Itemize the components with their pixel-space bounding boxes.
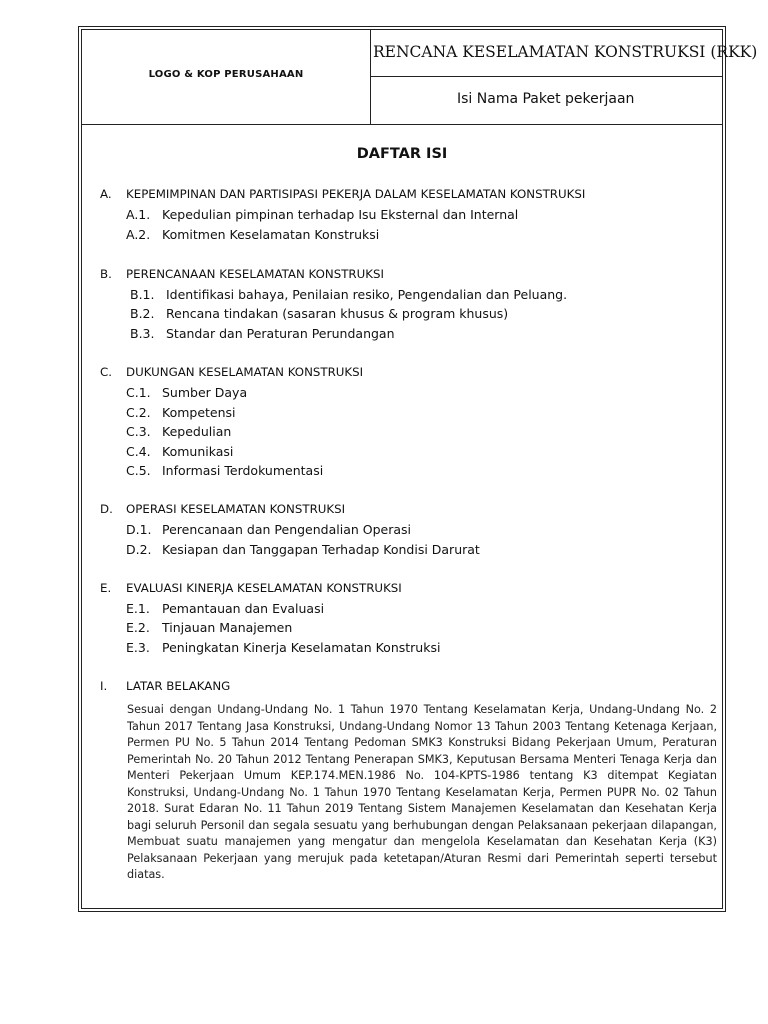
toc-item-c4 [126,444,233,459]
item-text: Kesiapan dan Tanggapan Terhadap Kondisi Darurat [162,542,480,557]
background-heading [100,679,230,693]
item-number: D.2. [126,542,152,557]
toc-item-c1 [126,385,247,400]
item-text: Komitmen Keselamatan Konstruksi [162,227,380,242]
section-title: DUKUNGAN KESELAMATAN KONSTRUKSI [126,365,364,379]
item-number: B.3. [130,326,155,341]
section-title: LATAR BELAKANG [126,679,231,693]
section-title: KEPEMIMPINAN DAN PARTISIPASI PEKERJA DALAM KESELAMATAN KONSTRUKSI [126,187,586,201]
item-number: C.3. [126,424,151,439]
section-letter: B. [100,267,112,281]
item-text: Kepedulian pimpinan terhadap Isu Eksternal dan Internal [162,207,519,222]
document-title-cell [371,30,758,77]
toc-section-c [100,365,363,379]
item-number: A.2. [126,227,151,242]
item-number: C.1. [126,385,151,400]
item-number: E.1. [126,601,150,616]
project-name: Isi Nama Paket pekerjaan [457,91,635,107]
item-text: Sumber Daya [162,385,248,400]
logo-placeholder-text: LOGO & KOP PERUSAHAAN [148,69,304,80]
toc-title: DAFTAR ISI [356,146,448,162]
toc-item-a1 [126,207,518,222]
section-title: PERENCANAAN KESELAMATAN KONSTRUKSI [126,267,384,281]
toc-item-b2 [130,306,508,321]
item-number: A.1. [126,207,151,222]
item-text: Kepedulian [162,424,232,439]
item-number: E.2. [126,620,150,635]
section-title: OPERASI KESELAMATAN KONSTRUKSI [126,502,346,516]
toc-item-e1 [126,601,324,616]
section-letter: D. [100,502,113,516]
item-text: Komunikasi [162,444,234,459]
toc-item-b1 [130,287,567,302]
item-text: Informasi Terdokumentasi [162,463,324,478]
toc-item-d2 [126,542,480,557]
toc-section-a [100,187,585,201]
section-letter: E. [100,581,112,595]
toc-item-d1 [126,522,411,537]
item-text: Peningkatan Kinerja Keselamatan Konstruksi [162,640,441,655]
toc-item-c3 [126,424,231,439]
toc-section-d [100,502,345,516]
project-name-cell [371,77,722,124]
toc-item-e2 [126,620,292,635]
toc-item-e3 [126,640,440,655]
item-number: B.1. [130,287,155,302]
document-header [82,30,758,125]
item-text: Perencanaan dan Pengendalian Operasi [162,522,412,537]
section-letter: I. [100,679,108,693]
section-letter: A. [100,187,112,201]
item-number: E.3. [126,640,150,655]
item-text: Kompetensi [162,405,236,420]
item-number: B.2. [130,306,155,321]
section-title: EVALUASI KINERJA KESELAMATAN KONSTRUKSI [126,581,402,595]
toc-section-e [100,581,402,595]
document-frame [78,26,758,912]
item-text: Pemantauan dan Evaluasi [162,601,325,616]
section-letter: C. [100,365,112,379]
toc-item-c2 [126,405,236,420]
item-text: Identifikasi bahaya, Penilaian resiko, Pengendalian dan Peluang. [166,287,568,302]
logo-cell [82,30,371,124]
item-text: Rencana tindakan (sasaran khusus & program khusus) [166,306,509,321]
item-number: D.1. [126,522,152,537]
background-paragraph: Sesuai dengan Undang-Undang No. 1 Tahun 1970 Tentang Keselamatan Kerja, Undang-Undang No. 2 Tahun 2017 Tentang Jasa Konstruksi, Undang-Undang Nomor 13 Tahun 2003 Tentang Ketenaga Kerjaan, Permen PU No. 5 Tahun 2014 Tentang Pedoman SMK3 Konstruksi Bidang Pekerjaan Umum, Peraturan Pemerintah No. 20 Tahun 2012 Tentang Penerapan SMK3, Keputusan Bersama Menteri Tenaga Kerja dan Menteri Pekerjaan Umum KEP.174.MEN.1986 No. 104-KPTS-1986 tentang K3 ditempat Kegiatan Konstruksi, Undang-Undang No. 1 Tahun 1970 Tentang Keselamatan Kerja, Permen PUPR No. 02 Tahun 2018. Surat Edaran No. 11 Tahun 2019 Tentang Sistem Manajemen Keselamatan dan Kesehatan Kerja bagi seluruh Personil dan segala sesuatu yang berhubungan dengan Pelaksanaan pekerjaan dilapangan, Membuat suatu manajemen yang mengatur dan mengelola Keselamatan dan Kesehatan Kerja (K3) Pelaksanaan Pekerjaan yang merujuk pada ketetapan/Aturan Resmi dari Pemerintah seperti tersebut diatas. [127,703,717,881]
toc-item-b3 [130,326,395,341]
item-text: Tinjauan Manajemen [162,620,293,635]
document-inner-frame [81,29,758,909]
toc-item-a2 [126,227,379,242]
item-number: C.5. [126,463,151,478]
item-number: C.2. [126,405,151,420]
document-title: RENCANA KESELAMATAN KONSTRUKSI (RKK) [373,43,758,61]
item-text: Standar dan Peraturan Perundangan [166,326,395,341]
item-number: C.4. [126,444,151,459]
toc-section-b [100,267,384,281]
toc-item-c5 [126,463,323,478]
